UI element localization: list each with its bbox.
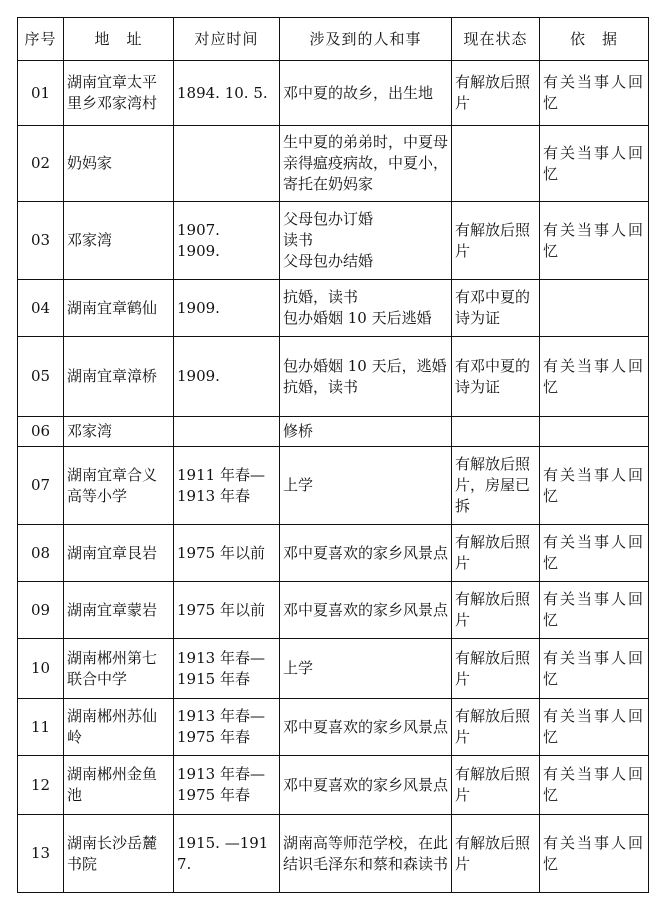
cell-event: 修桥 <box>280 417 452 447</box>
cell-event: 生中夏的弟弟时，中夏母亲得瘟疫病故，中夏小，寄托在奶妈家 <box>280 126 452 202</box>
cell-number: 12 <box>18 756 64 815</box>
cell-address: 湖南宜章漳桥 <box>64 337 174 417</box>
cell-address: 湖南郴州苏仙岭 <box>64 699 174 756</box>
cell-basis: 有关当事人回忆 <box>540 639 649 699</box>
table-row <box>18 417 649 447</box>
cell-basis <box>540 280 649 337</box>
cell-time: 1915. —1917. <box>174 815 280 893</box>
cell-time: 1913 年春— 1915 年春 <box>174 639 280 699</box>
cell-time: 1975 年以前 <box>174 525 280 582</box>
table-row <box>18 447 649 525</box>
cell-basis: 有关当事人回忆 <box>540 126 649 202</box>
cell-status: 有解放后照片 <box>452 61 540 126</box>
table-row <box>18 756 649 815</box>
table-row <box>18 815 649 893</box>
cell-basis: 有关当事人回忆 <box>540 337 649 417</box>
cell-address: 湖南宜章艮岩 <box>64 525 174 582</box>
cell-event: 邓中夏喜欢的家乡风景点 <box>280 756 452 815</box>
cell-event: 上学 <box>280 639 452 699</box>
cell-time: 1907. 1909. <box>174 202 280 280</box>
cell-status: 有解放后照片 <box>452 202 540 280</box>
cell-status: 有解放后照片 <box>452 815 540 893</box>
cell-event: 邓中夏喜欢的家乡风景点 <box>280 525 452 582</box>
table-row <box>18 582 649 639</box>
cell-time <box>174 126 280 202</box>
table-row <box>18 337 649 417</box>
cell-time: 1913 年春— 1975 年春 <box>174 699 280 756</box>
cell-status: 有解放后照片 <box>452 699 540 756</box>
cell-number: 05 <box>18 337 64 417</box>
cell-status: 有解放后照片 <box>452 525 540 582</box>
header-basis: 依 据 <box>540 18 649 61</box>
cell-address: 奶妈家 <box>64 126 174 202</box>
cell-status <box>452 126 540 202</box>
cell-status: 有邓中夏的诗为证 <box>452 337 540 417</box>
cell-status: 有解放后照片 <box>452 756 540 815</box>
table-row <box>18 280 649 337</box>
cell-number: 04 <box>18 280 64 337</box>
cell-time: 1911 年春— 1913 年春 <box>174 447 280 525</box>
cell-status: 有邓中夏的诗为证 <box>452 280 540 337</box>
cell-time <box>174 417 280 447</box>
cell-time: 1894. 10. 5. <box>174 61 280 126</box>
header-time: 对应时间 <box>174 18 280 61</box>
cell-number: 11 <box>18 699 64 756</box>
cell-time: 1913 年春— 1975 年春 <box>174 756 280 815</box>
table-row <box>18 202 649 280</box>
cell-event: 邓中夏的故乡，出生地 <box>280 61 452 126</box>
cell-basis: 有关当事人回忆 <box>540 202 649 280</box>
cell-event: 父母包办订婚 读书 父母包办结婚 <box>280 202 452 280</box>
cell-basis: 有关当事人回忆 <box>540 815 649 893</box>
cell-number: 09 <box>18 582 64 639</box>
cell-time: 1909. <box>174 280 280 337</box>
cell-basis: 有关当事人回忆 <box>540 525 649 582</box>
table-row <box>18 639 649 699</box>
cell-status <box>452 417 540 447</box>
cell-basis: 有关当事人回忆 <box>540 756 649 815</box>
location-record-table <box>17 17 649 893</box>
cell-basis: 有关当事人回忆 <box>540 699 649 756</box>
cell-basis: 有关当事人回忆 <box>540 582 649 639</box>
cell-address: 邓家湾 <box>64 202 174 280</box>
table-row <box>18 699 649 756</box>
cell-status: 有解放后照片 <box>452 639 540 699</box>
cell-number: 07 <box>18 447 64 525</box>
table-row <box>18 61 649 126</box>
cell-number: 08 <box>18 525 64 582</box>
cell-event: 邓中夏喜欢的家乡风景点 <box>280 699 452 756</box>
cell-number: 03 <box>18 202 64 280</box>
cell-event: 抗婚，读书 包办婚姻 10 天后逃婚 <box>280 280 452 337</box>
table-row <box>18 126 649 202</box>
cell-event: 上学 <box>280 447 452 525</box>
cell-event: 邓中夏喜欢的家乡风景点 <box>280 582 452 639</box>
cell-event: 湖南高等师范学校，在此结识毛泽东和蔡和森读书 <box>280 815 452 893</box>
cell-basis <box>540 417 649 447</box>
cell-number: 02 <box>18 126 64 202</box>
cell-number: 13 <box>18 815 64 893</box>
cell-time: 1975 年以前 <box>174 582 280 639</box>
header-status: 现在状态 <box>452 18 540 61</box>
header-event: 涉及到的人和事 <box>280 18 452 61</box>
cell-status: 有解放后照片，房屋已拆 <box>452 447 540 525</box>
cell-address: 湖南郴州金鱼池 <box>64 756 174 815</box>
cell-address: 湖南郴州第七联合中学 <box>64 639 174 699</box>
cell-basis: 有关当事人回忆 <box>540 447 649 525</box>
header-address: 地 址 <box>64 18 174 61</box>
cell-status: 有解放后照片 <box>452 582 540 639</box>
cell-address: 湖南宜章合义高等小学 <box>64 447 174 525</box>
cell-number: 01 <box>18 61 64 126</box>
cell-event: 包办婚姻 10 天后，逃婚 抗婚，读书 <box>280 337 452 417</box>
cell-address: 湖南宜章太平里乡邓家湾村 <box>64 61 174 126</box>
cell-number: 06 <box>18 417 64 447</box>
cell-address: 湖南宜章鹤仙 <box>64 280 174 337</box>
cell-basis: 有关当事人回忆 <box>540 61 649 126</box>
cell-time: 1909. <box>174 337 280 417</box>
table-row <box>18 525 649 582</box>
header-number: 序号 <box>18 18 64 61</box>
cell-address: 湖南宜章蒙岩 <box>64 582 174 639</box>
table-header-row <box>18 18 649 61</box>
cell-address: 邓家湾 <box>64 417 174 447</box>
cell-address: 湖南长沙岳麓书院 <box>64 815 174 893</box>
cell-number: 10 <box>18 639 64 699</box>
